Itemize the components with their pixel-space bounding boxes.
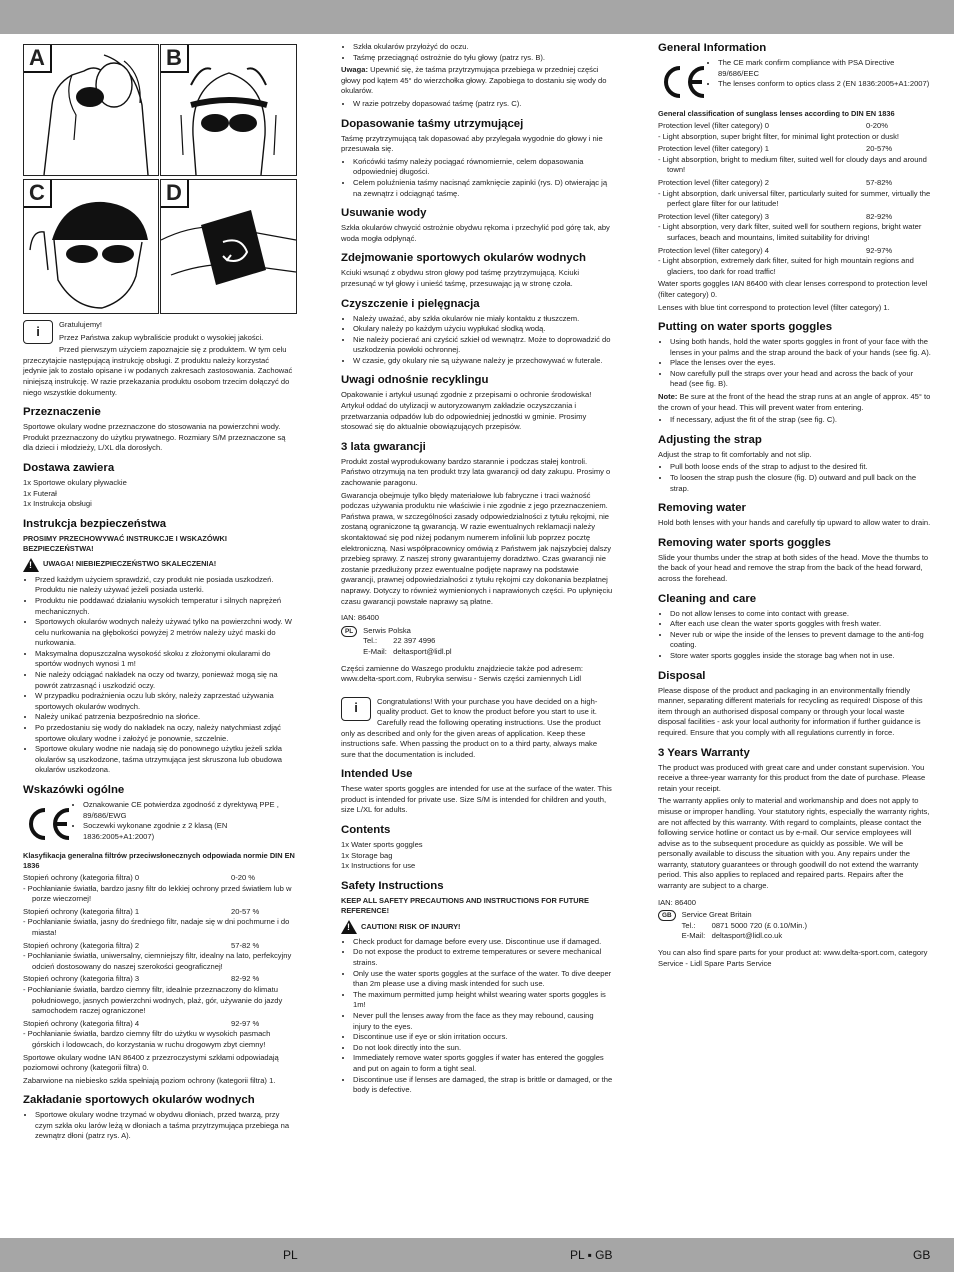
list-item: • Przed każdym użyciem sprawdzić, czy produkt nie posiada uszkodzeń. Produktu nie należy używać jeżeli posiada usterki.	[35, 575, 295, 596]
figure-c-label: C	[24, 180, 52, 208]
gb-contents-item: 1x Instructions for use	[341, 861, 416, 871]
pl-classification: Klasyfikacja generalna filtrów przeciwsłonecznych odpowiada normie DIN EN 1836	[23, 851, 295, 870]
list-item: • Now carefully pull the straps over your head and across the back of your head (see fig. B).	[670, 369, 932, 390]
list-item: • Okulary należy po każdym użyciu wypłukać słodką wodą.	[353, 324, 613, 335]
pl-intro-line-1: Przez Państwa zakup wybraliście produkt o wysokiej jakości.	[59, 332, 264, 342]
list-item: • Oznakowanie CE potwierdza zgodność z dyrektywą PPE , 89/686/EWG	[35, 800, 295, 821]
pl-putting-on-last	[341, 99, 613, 110]
top-bar	[0, 0, 954, 34]
gb-level-1: Protection level (filter category) 1 20-57% - Light absorption, bright to medium filter, suited well for cloudy days and around town!	[658, 144, 932, 176]
list-item: • Taśmę przeciągnąć ostrożnie do tyłu głowy (patrz rys. B).	[353, 53, 613, 64]
instruction-figures	[23, 42, 295, 312]
pl-level-2: Stopień ochrony (kategoria filtra) 2 57-82 % - Pochłanianie światła, uniwersalny, ciemniejszy filtr, idealny na lato, perfekcyjny odcień dostosowany do naszej szerokości geograficznej!	[23, 941, 295, 973]
pl-purpose-title: Przeznaczenie	[23, 406, 101, 419]
service-phone: 0871 5000 720 (£ 0.10/Min.)	[711, 920, 808, 930]
gb-contents-title: Contents	[341, 824, 391, 837]
pl-contents-item: 1x Instrukcja obsługi	[23, 499, 92, 509]
gb-cleaning-list	[658, 609, 932, 662]
pl-contents-item: 1x Sportowe okulary pływackie	[23, 477, 127, 487]
footer-bar	[0, 1238, 954, 1272]
pl-level-0: Stopień ochrony (kategoria filtra) 0 0-20 % - Pochłanianie światła, bardzo jasny filtr do lekkiej ochrony przed światłem lub w porze wieczornej!	[23, 873, 295, 905]
ce-mark-icon	[23, 804, 73, 844]
pl-cleaning-title: Czyszczenie i pielęgnacja	[341, 297, 480, 310]
pl-ce-block	[23, 800, 295, 848]
gb-use-title: Intended Use	[341, 768, 413, 781]
list-item: • Sportowych okularów wodnych należy używać tylko na powierzchni wody. W celu nurkowania na głębokości powyżej 2 metrów należy użyć maski do nurkowania.	[35, 617, 295, 649]
column-english	[658, 42, 932, 971]
figure-b-label: B	[161, 45, 189, 73]
column-polish-1	[23, 42, 295, 1144]
pl-warning	[23, 558, 295, 572]
pl-warranty-text-1: Produkt został wyprodukowany bardzo starannie i podczas stałej kontroli. Państwo otrzymują na ten produkt trzy lata gwarancji od daty zakupu. Prosimy o zachowanie paragonu.	[341, 456, 611, 488]
gb-safety-subtitle: KEEP ALL SAFETY PRECAUTIONS AND INSTRUCTIONS FOR FUTURE REFERENCE!	[341, 895, 589, 915]
warning-icon	[23, 558, 39, 572]
pl-removing-text: Kciuki wsunąć z obydwu stron głowy pod taśmę przytrzymującą. Kciuki przesunąć w tył głowy i unieść taśmę, przesuwając ją w stronę czoła.	[341, 268, 580, 288]
gb-adjusting-text: Adjust the strap to fit comfortably and not slip.	[658, 449, 812, 459]
gb-level-0: Protection level (filter category) 0 0-20% - Light absorption, super bright filter, for minimal light protection or dusk!	[658, 121, 932, 142]
list-item: • Sportowe okulary wodne nie nadają się do ponownego użytku jeżeli szkła okularów są uszkodzone, taśma utrzymująca jest skruszona lub obudowa okularów uszkodzona.	[35, 744, 295, 776]
pl-warning-text: UWAGA! NIEBIEZPIECZEŃSTWO SKALECZENIA!	[43, 559, 217, 569]
pl-safety-subtitle: PROSIMY PRZECHOWYWAĆ INSTRUKCJE I WSKAZÓWKI BEZPIECZEŃSTWA!	[23, 533, 227, 553]
list-item: • Using both hands, hold the water sports goggles in front of your face with the lenses in your palms and the strap around the back of your hands (see fig. A).	[670, 337, 932, 358]
gb-removing-title: Removing water sports goggles	[658, 536, 831, 549]
figure-d-label: D	[161, 180, 189, 208]
info-icon: i	[341, 697, 371, 721]
list-item: • Należy uważać, aby szkła okularów nie miały kontaktu z tłuszczem.	[353, 314, 613, 325]
gb-safety-title: Safety Instructions	[341, 879, 444, 892]
pl-intro-line-2: Przed pierwszym użyciem zapoznajcie się z produktem. W tym celu przeczytajcie następującą instrukcję obsługi. Z produktu należy korzystać jedynie jak to zostało opisane i w podanych zakresach zastosowania. Zachować niniejszą instrukcję. W razie przekazania produktu osobom trzecim dołączyć do niego wszystkie dokumenty.	[23, 345, 293, 397]
gb-cleaning-title: Cleaning and care	[658, 592, 757, 605]
list-item: • Produktu nie poddawać działaniu wysokich temperatur i silnych naprężeń mechanicznych.	[35, 596, 295, 617]
list-item: • Końcówki taśmy należy pociągać równomiernie, celem dopasowania odpowiedniej długości.	[353, 157, 613, 178]
gb-contents-item: 1x Water sports goggles	[341, 840, 423, 850]
list-item: • Pull both loose ends of the strap to adjust to the desired fit.	[670, 462, 932, 473]
list-item: • Discontinue use if lenses are damaged, the strap is brittle or damaged, or the body is defective.	[353, 1075, 613, 1096]
list-item: • Celem poluźnienia taśmy nacisnąć zamknięcie zapinki (rys. D) otwierając ją na zewnątrz i odciągnąć taśmę.	[353, 178, 613, 199]
pl-purpose-text: Sportowe okulary wodne przeznaczone do stosowania na powierzchni wody. Produkt przeznaczony do użytku prywatnego. Rozmiary S/M przeznaczone są dla dzieci i młodzieży, L/XL dla dorosłych.	[23, 422, 286, 453]
gb-adjusting-list	[658, 462, 932, 494]
gb-putting-on-last	[658, 415, 932, 426]
figure-a	[23, 44, 159, 176]
pl-level-1: Stopień ochrony (kategoria filtra) 1 20-57 % - Pochłanianie światła, jasny do średniego filtr, nadaje się w dni pochmurne i do miasta!	[23, 907, 295, 939]
pl-spare-parts: Części zamienne do Waszego produktu znajdziecie także pod adresem: www.delta-sport.com, Rubryka serwisu - Serwis części zamiennych Lidl	[341, 663, 584, 684]
list-item: • W razie potrzeby dopasować taśmę (patrz rys. C).	[353, 99, 613, 110]
gb-warning-text: CAUTION! RISK OF INJURY!	[361, 921, 461, 931]
list-item: • Check product for damage before every use. Discontinue use if damaged.	[353, 937, 613, 948]
gb-removing-text: Slide your thumbs under the strap at both sides of the head. Move the thumbs to the back of your head and remove the strap from the back of the head forward, across the forehead.	[658, 552, 929, 583]
pl-service-contact: PL Serwis Polska Tel.: 22 397 4996 E-Mail: deltasport@lidl.pl	[341, 626, 613, 658]
list-item: • Maksymalna dopuszczalna wysokość skoku z złożonymi okularami do sportów wodnych wynosi 1 m!	[35, 649, 295, 670]
list-item: • The CE mark confirm compliance with PSA Directive 89/686/EEC	[670, 58, 932, 79]
gb-adjusting-title: Adjusting the strap	[658, 433, 762, 446]
list-item: • Szkła okularów przyłożyć do oczu.	[353, 42, 613, 53]
pl-water-text: Szkła okularów chwycić ostrożnie obydwu rękoma i przechylić pod górę tak, aby woda mogła odpłynąć.	[341, 223, 610, 243]
gb-warranty-text-1: The product was produced with great care and under constant supervision. You receive a three-year warranty for this product from the date of purchase. Please retain your receipt.	[658, 762, 926, 793]
service-phone: 22 397 4996	[393, 636, 436, 646]
list-item: • Sportowe okulary wodne trzymać w obydwu dłoniach, przed twarzą, przy czym szkła oku larów leżą w dłoniach a taśma przytrzymująca przebiega na zewnątrz dłoni (patrz rys. A).	[35, 1110, 295, 1142]
figure-c	[23, 179, 159, 314]
gb-disposal-text: Please dispose of the product and packaging in an environmentally friendly manner, separating different materials for recycling as required! Dispose of this item through an authorised disposal company or through your local waste disposal facilities - ask your local authority for information if further guidance is required. Ensure that you comply with all regulations currently in force.	[658, 685, 923, 737]
service-email: deltasport@lidl.co.uk	[711, 931, 783, 941]
list-item: • Do not expose the product to extreme temperatures or severe mechanical strains.	[353, 947, 613, 968]
pl-adjusting-text: Taśmę przytrzymującą tak dopasować aby przylegała wygodnie do głowy i nie przesuwała się.	[341, 133, 603, 154]
pl-general-title: Wskazówki ogólne	[23, 784, 125, 796]
list-item: • The lenses conform to optics class 2 (EN 1836:2005+A1:2007)	[670, 79, 932, 90]
figure-d	[160, 179, 297, 314]
pl-safety-list	[23, 575, 295, 776]
column-polish-2	[341, 42, 613, 1098]
pl-general-note-1: Sportowe okulary wodne IAN 86400 z przezroczystymi szkłami odpowiadają poziomowi ochrony (kategorii filtra) 0.	[23, 1052, 279, 1073]
list-item: • If necessary, adjust the fit of the strap (see fig. C).	[670, 415, 932, 426]
gb-putting-on-list	[658, 337, 932, 390]
pl-warranty-title: 3 lata gwarancji	[341, 440, 426, 453]
gb-use-text: These water sports goggles are intended for use at the surface of the water. This product is intended for private use. Size S/M is intended for children and youth, size L/XL for adults.	[341, 784, 612, 815]
warning-icon	[341, 920, 357, 934]
gb-disposal-title: Disposal	[658, 669, 706, 682]
pl-recycling-text: Opakowanie i artykuł usunąć zgodnie z przepisami o ochronie środowiska! Artykuł oddać do utylizacji w autoryzowanym zakładzie oczyszczania i przetwarzania odpadów lub do odpowiedniej jednostki w gminie. Prosimy stosować się do aktualnie obowiązujących przepisów.	[341, 390, 592, 432]
list-item: • Store water sports goggles inside the storage bag when not in use.	[670, 651, 932, 662]
pl-putting-on-list-cont	[341, 42, 613, 63]
gb-ce-block	[658, 58, 932, 106]
gb-service-contact: GB Service Great Britain Tel.: 0871 5000 720 (£ 0.10/Min.) E-Mail: deltasport@lidl.co.uk	[658, 910, 932, 942]
gb-level-3: Protection level (filter category) 3 82-92% - Light absorption, very dark filter, suited well for southern regions, bright water surfaces, beach and mountains, limited suitability for driving!	[658, 212, 932, 244]
gb-level-2: Protection level (filter category) 2 57-82% - Light absorption, dark universal filter, particularly suited for summer, virtually the perfect glare filter for our latitude!	[658, 178, 932, 210]
list-item: • Place the lenses over the eyes.	[670, 358, 932, 369]
pl-ian: IAN: 86400	[341, 613, 379, 623]
pl-safety-title: Instrukcja bezpieczeństwa	[23, 517, 167, 530]
pl-cleaning-list	[341, 314, 613, 367]
pl-level-3: Stopień ochrony (kategoria filtra) 3 82-92 % - Pochłanianie światła, bardzo ciemny filtr, idealnie przeznaczony do klimatu południowego, jasnych powierzchni wodnych, plaż, gór, używanie do jazdy samochodem raczej ograniczone!	[23, 974, 295, 1016]
list-item: • After each use clean the water sports goggles with fresh water.	[670, 619, 932, 630]
list-item: • Do not look directly into the sun.	[353, 1043, 613, 1054]
pl-greeting: Gratulujemy!	[59, 320, 103, 329]
country-badge: GB	[658, 910, 676, 921]
gb-classification: General classification of sunglass lenses according to DIN EN 1836	[658, 109, 895, 118]
list-item: • Należy unikać patrzenia bezpośrednio na słońce.	[35, 712, 295, 723]
list-item: • Discontinue use if eye or skin irritation occurs.	[353, 1032, 613, 1043]
gb-warranty-title: 3 Years Warranty	[658, 746, 750, 759]
info-icon: i	[23, 320, 53, 344]
list-item: • W czasie, gdy okulary nie są używane należy je przechowywać w futerale.	[353, 356, 613, 367]
gb-general-title: General Information	[658, 42, 767, 54]
pl-removing-title: Zdejmowanie sportowych okularów wodnych	[341, 252, 586, 265]
gb-putting-on-title: Putting on water sports goggles	[658, 321, 833, 334]
gb-water-text: Hold both lenses with your hands and carefully tip upward to allow water to drain.	[658, 518, 931, 528]
footer-right: GB	[913, 1248, 931, 1262]
list-item: • Soczewki wykonane zgodnie z 2 klasą (EN 1836:2005+A1:2007)	[35, 821, 295, 842]
gb-contents-item: 1x Storage bag	[341, 850, 393, 860]
pl-contents-title: Dostawa zawiera	[23, 461, 115, 474]
pl-level-4: Stopień ochrony (kategoria filtra) 4 92-97 % - Pochłanianie światła, bardzo ciemny filtr do użytku w wysokich pasmach górskich i lodowcach, do korzystania w ruchu drogowym zbyt ciemny!	[23, 1019, 295, 1051]
pl-general-note-2: Zabarwione na niebiesko szkła spełniają poziom ochrony (kategorii filtra) 1.	[23, 1075, 276, 1085]
ce-mark-icon	[658, 62, 708, 102]
gb-safety-list	[341, 937, 613, 1096]
pl-putting-on-title: Zakładanie sportowych okularów wodnych	[23, 1094, 255, 1107]
pl-water-title: Usuwanie wody	[341, 207, 427, 220]
gb-spare-parts: You can also find spare parts for your product at: www.delta-sport.com, category Service - Lidl Spare Parts Service	[658, 948, 928, 968]
pl-putting-on-note: Uwaga: Upewnić się, że taśma przytrzymująca przebiega w przedniej części głowy pod kątem 45° do wierzchołka głowy. Zapobiega to dostaniu się wody do okularów.	[341, 65, 607, 96]
pl-adjusting-title: Dopasowanie taśmy utrzymującej	[341, 117, 524, 130]
gb-general-note-1: Water sports goggles IAN 86400 with clear lenses correspond to protection level (filter category) 0.	[658, 279, 928, 299]
list-item: • Do not allow lenses to come into contact with grease.	[670, 609, 932, 620]
gb-ian: IAN: 86400	[658, 897, 696, 907]
gb-warranty-text-2: The warranty applies only to material and workmanship and does not apply to misuse or improper handling. Your statutory rights, especially the warranty rights, are not affected by this warranty. With regard to complaints, please contact the following service hotline or contact us by e-mail. Our service employees will advise as to the subsequent procedure as quickly as possible. We will be personally available to discuss the situation with you. Any repairs under the warranty, statutory guarantees or through goodwill do not extend the warranty period. This also applies to replaced and repaired parts. Repairs after the warranty are subject to a charge.	[658, 796, 930, 891]
list-item: • W przypadku podrażnienia oczu lub skóry, należy zaprzestać używania sportowych okularów wodnych.	[35, 691, 295, 712]
footer-left: PL	[283, 1248, 298, 1262]
service-name: Serwis Polska	[363, 625, 411, 635]
pl-intro	[23, 320, 295, 398]
country-badge: PL	[341, 626, 357, 637]
list-item: • Po przedostaniu się wody do nakładek na oczy, należy natychmiast zdjąć sportowe okulary wodne i założyć je ponownie, szczelnie.	[35, 723, 295, 744]
list-item: • The maximum permitted jump height whilst wearing water sports goggles is 1m!	[353, 990, 613, 1011]
list-item: • Only use the water sports goggles at the surface of the water. To dive deeper than 2m please use a diving mask intended for such use.	[353, 969, 613, 990]
gb-intro	[341, 697, 613, 761]
pl-contents-item: 1x Futerał	[23, 488, 57, 498]
service-name: Service Great Britain	[681, 910, 752, 920]
gb-general-note-2: Lenses with blue tint correspond to protection level (filter category) 1.	[658, 302, 890, 312]
list-item: • Nie należy odciągać nakładek na oczy od twarzy, ponieważ mogą się na powrót zatrzasnąć i uszkodzić oczy.	[35, 670, 295, 691]
footer-center: PL ▪ GB	[570, 1248, 613, 1262]
pl-adjusting-list	[341, 157, 613, 199]
pl-recycling-title: Uwagi odnośnie recyklingu	[341, 374, 489, 387]
gb-putting-on-note: Note: Be sure at the front of the head the strap runs at an angle of approx. 45° to the crown of your head. This will prevent water from entering.	[658, 392, 931, 412]
gb-intro-text: Congratulations! With your purchase you have decided on a high-quality product. Get to know the product before you start to use it. Carefully read the following operating instructions. Use the product only as described and only for the given areas of application. Keep these instructions safe. When passing the product on to a third party, always make sure that the documentation is included.	[341, 696, 601, 759]
figure-b	[160, 44, 297, 176]
gb-warning	[341, 920, 613, 934]
gb-level-4: Protection level (filter category) 4 92-97% - Light absorption, extremely dark filter, suited for high mountain regions and glaciers, too dark for road traffic!	[658, 246, 932, 278]
service-email: deltasport@lidl.pl	[393, 646, 452, 656]
figure-a-label: A	[24, 45, 52, 73]
list-item: • Never pull the lenses away from the face as they may rebound, causing injury to the eyes.	[353, 1011, 613, 1032]
list-item: • Immediately remove water sports goggles if water has entered the goggles and put on again to form a tight seal.	[353, 1053, 613, 1074]
gb-water-title: Removing water	[658, 502, 746, 515]
list-item: • Nie należy pocierać ani czyścić szkieł od wewnątrz. Może to doprowadzić do uszkodzenia powłoki ochronnej.	[353, 335, 613, 356]
list-item: • To loosen the strap push the closure (fig. D) outward and pull back on the strap.	[670, 473, 932, 494]
pl-warranty-text-2: Gwarancja obejmuje tylko błędy materiałowe lub fabryczne i traci ważność podczas używania produktu nie właściwie i nie zgodnie z jego przeznaczeniem. Państwa prawa, w szczególności zasady odpowiedzialności z tytułu rękojmi, nie zostaną ograniczone tą gwarancją. W razie ewentualnych reklamacji należy skontaktować się pod niżej podanym numerem infolinii lub poprzez pocztę elektroniczną. Nasi współpracownicy omówią z Państwem jak najszybciej dalszy przebieg sprawy. Z naszej strony gwarantujemy doradztwo. Czas gwarancji nie zostanie przedłużony przez ewentualne podjęte naprawy na podstawie gwarancji, prawnej odpowiedzialności z tytułu rękojmi czy dokonania bezpłatnej naprawy. Dotyczy to również wymienionych i naprawionych części. Po upłynięciu czasu gwarancji powstałe naprawy są płatne.	[341, 490, 613, 606]
pl-putting-on-list	[23, 1110, 295, 1142]
list-item: • Never rub or wipe the inside of the lenses to prevent damage to the anti-fog coating.	[670, 630, 932, 651]
